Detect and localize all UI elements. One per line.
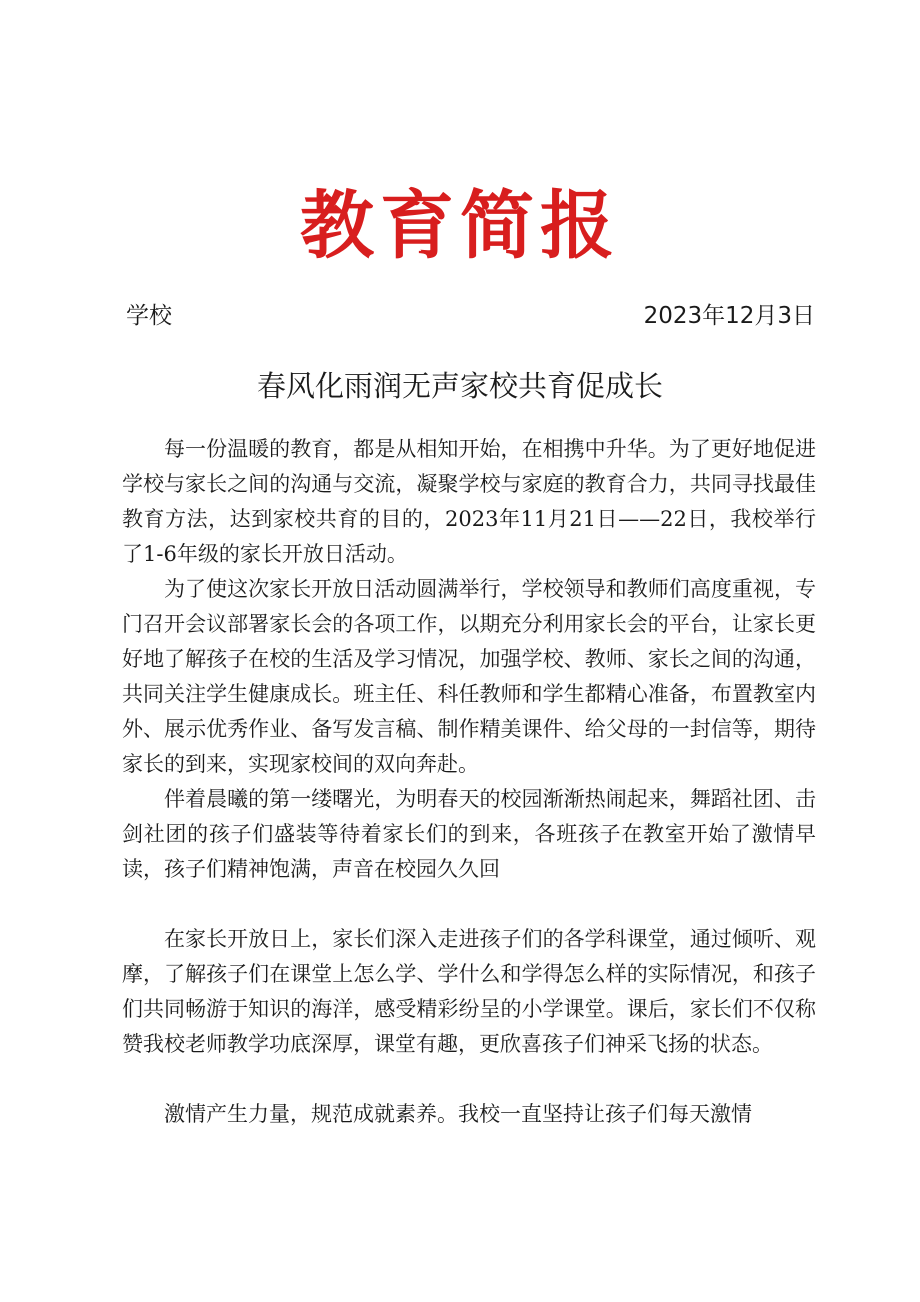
article-paragraph-1: 每一份温暖的教育，都是从相知开始，在相携中升华。为了更好地促进学校与家长之间的沟通与交流，凝聚学校与家庭的教育合力，共同寻找最佳教育方法，达到家校共育的目的，2023年11月21日——22日，我校举行了1-6年级的家长开放日活动。 [122,437,816,566]
paragraph-spacer [122,1062,816,1097]
article-paragraph-3: 伴着晨曦的第一缕曙光，为明春天的校园渐渐热闹起来，舞蹈社团、击剑社团的孩子们盛装等待着家长们的到来，各班孩子在教室开始了激情早读，孩子们精神饱满，声音在校园久久回 [122,787,816,881]
school-label: 学校 [126,303,172,329]
article-body [122,432,816,1132]
paragraph-spacer [122,887,816,922]
issue-date: 2023年12月3日 [643,303,815,329]
article-paragraph-2: 为了使这次家长开放日活动圆满举行，学校领导和教师们高度重视，专门召开会议部署家长会的各项工作，以期充分利用家长会的平台，让家长更好地了解孩子在校的生活及学习情况，加强学校、教师、家长之间的沟通，共同关注学生健康成长。班主任、科任教师和学生都精心准备，布置教室内外、展示优秀作业、备写发言稿、制作精美课件、给父母的一封信等，期待家长的到来，实现家校间的双向奔赴。 [122,577,816,776]
article-paragraph-5: 激情产生力量，规范成就素养。我校一直坚持让孩子们每天激情 [164,1102,752,1126]
newsletter-masthead: 教育简报 [300,183,620,269]
article-paragraph-4: 在家长开放日上，家长们深入走进孩子们的各学科课堂，通过倾听、观摩，了解孩子们在课堂上怎么学、学什么和学得怎么样的实际情况，和孩子们共同畅游于知识的海洋，感受精彩纷呈的小学课堂。课后，家长们不仅称赞我校老师教学功底深厚，课堂有趣，更欣喜孩子们神采飞扬的状态。 [122,927,816,1056]
article-title: 春风化雨润无声家校共育促成长 [256,369,663,403]
